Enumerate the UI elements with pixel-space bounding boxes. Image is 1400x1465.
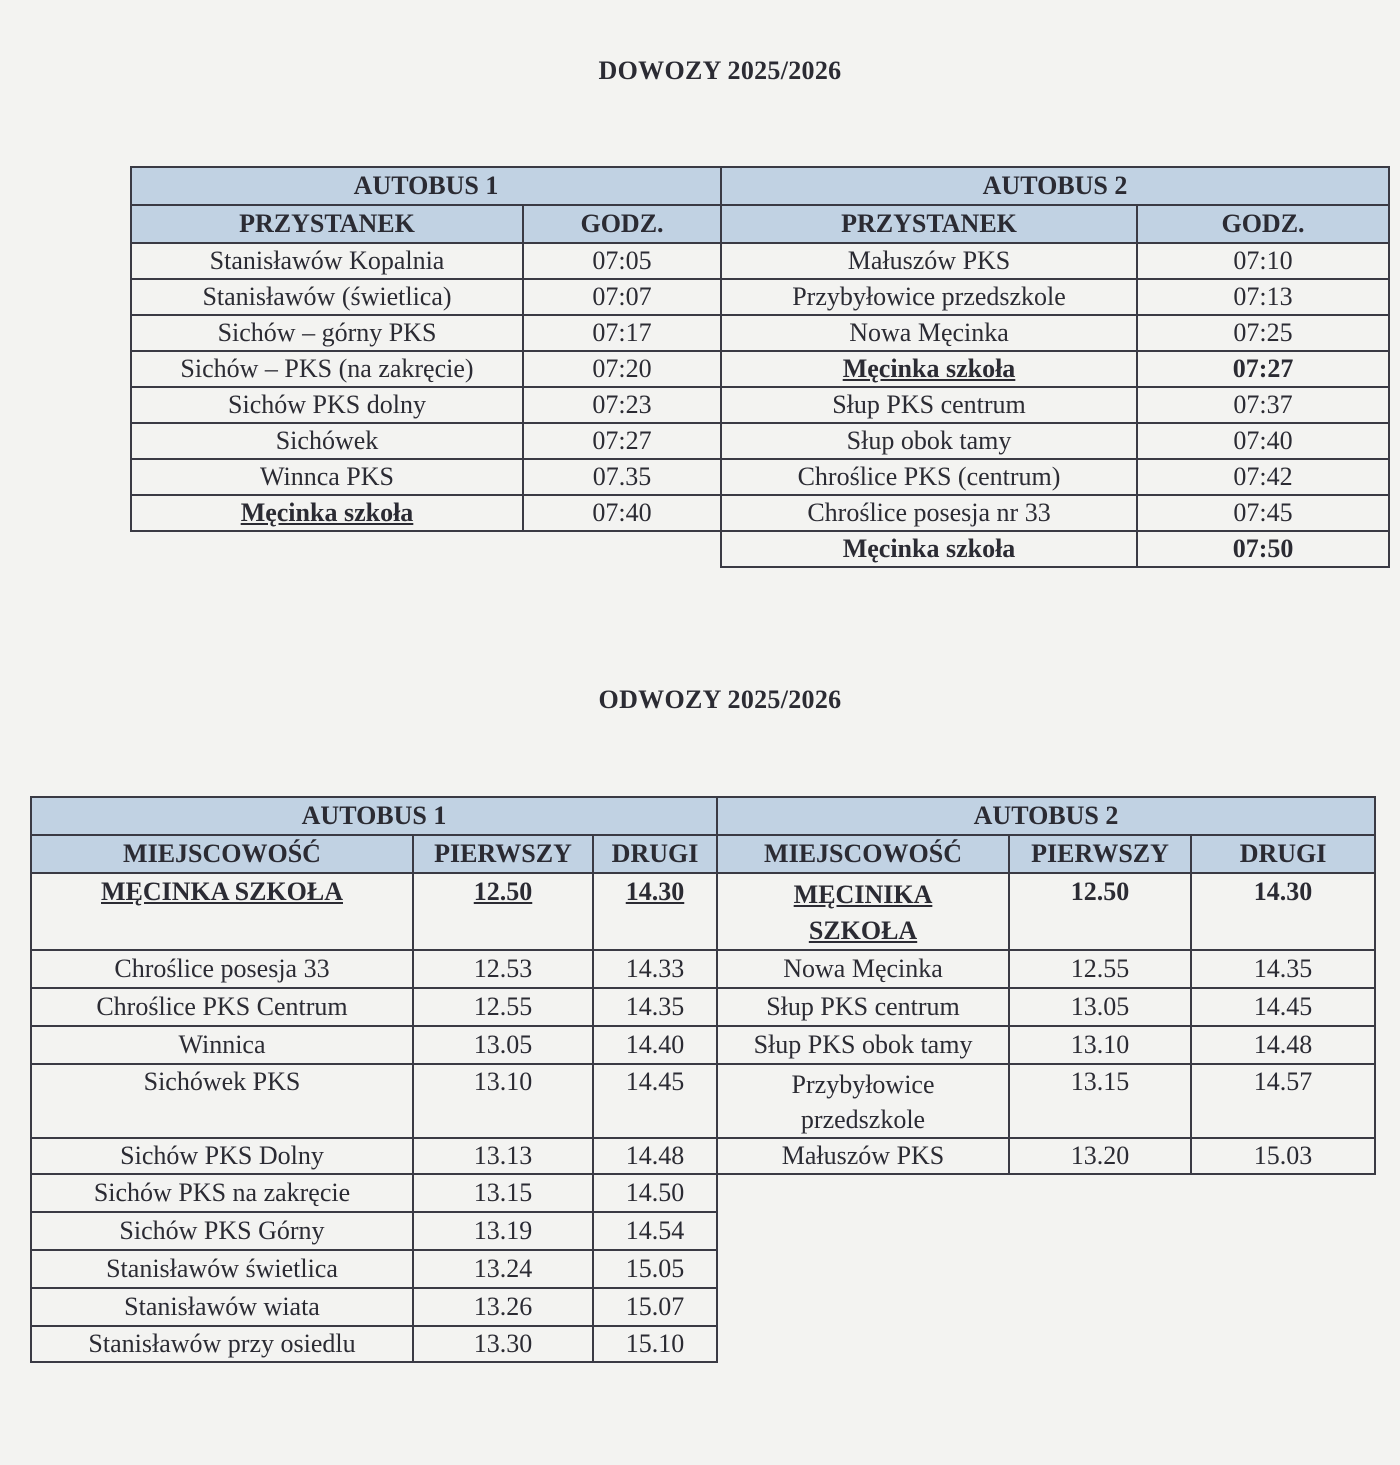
- stop-cell: Małuszów PKS: [721, 243, 1137, 279]
- time-cell: 07:17: [523, 315, 721, 351]
- odwozy-bus1-header-second: DRUGI: [593, 835, 717, 873]
- time-cell-school: 07:50: [1137, 531, 1389, 567]
- time-cell-first: 12.55: [1009, 950, 1191, 988]
- time-cell-first: 13.24: [413, 1250, 593, 1288]
- odwozy-bus2-header-place: MIEJSCOWOŚĆ: [717, 835, 1009, 873]
- time-cell-second: 14.48: [1191, 1026, 1375, 1064]
- stop-cell: Słup obok tamy: [721, 423, 1137, 459]
- stop-cell: Winnca PKS: [131, 459, 523, 495]
- dowozy-title: DOWOZY 2025/2026: [598, 56, 842, 85]
- table-row: [131, 243, 1389, 279]
- place-cell: Stanisławów przy osiedlu: [31, 1326, 413, 1362]
- odwozy-bus2-header-second: DRUGI: [1191, 835, 1375, 873]
- stop-cell: Sichów – górny PKS: [131, 315, 523, 351]
- table-row: [31, 1026, 1375, 1064]
- stop-cell: Stanisławów (świetlica): [131, 279, 523, 315]
- stop-cell: Chroślice posesja nr 33: [721, 495, 1137, 531]
- empty-cell: [717, 1288, 1375, 1326]
- odwozy-title: ODWOZY 2025/2026: [598, 685, 842, 714]
- time-cell-second: 14.33: [593, 950, 717, 988]
- stop-cell: Chroślice PKS (centrum): [721, 459, 1137, 495]
- time-cell: 07:37: [1137, 387, 1389, 423]
- time-cell: 07:40: [523, 495, 721, 531]
- time-cell: 07:07: [523, 279, 721, 315]
- time-cell: 07:25: [1137, 315, 1389, 351]
- stop-cell-school: Męcinka szkoła: [721, 351, 1137, 387]
- time-cell: 07.35: [523, 459, 721, 495]
- time-cell-first: 13.13: [413, 1138, 593, 1174]
- dowozy-bus1-header-stop: PRZYSTANEK: [131, 205, 523, 243]
- odwozy-bus2-label: AUTOBUS 2: [717, 797, 1375, 835]
- time-cell-second: 14.30: [593, 873, 717, 950]
- table-row: [131, 531, 1389, 567]
- stop-cell: Sichów PKS dolny: [131, 387, 523, 423]
- time-cell-second: 14.45: [1191, 988, 1375, 1026]
- table-row: [131, 387, 1389, 423]
- time-cell: 07:42: [1137, 459, 1389, 495]
- place-cell-school: MĘCINIKA SZKOŁA: [717, 873, 1009, 950]
- time-cell-second: 14.45: [593, 1064, 717, 1138]
- odwozy-bus2-header-first: PIERWSZY: [1009, 835, 1191, 873]
- place-cell: Sichów PKS Dolny: [31, 1138, 413, 1174]
- table-row: [31, 1288, 1375, 1326]
- dowozy-bus2-label: AUTOBUS 2: [721, 167, 1389, 205]
- time-cell: 07:45: [1137, 495, 1389, 531]
- place-cell: Winnica: [31, 1026, 413, 1064]
- time-cell-first: 13.10: [1009, 1026, 1191, 1064]
- place-cell: Sichów PKS na zakręcie: [31, 1174, 413, 1212]
- time-cell-first: 12.50: [413, 873, 593, 950]
- stop-cell: Nowa Męcinka: [721, 315, 1137, 351]
- place-cell: Słup PKS obok tamy: [717, 1026, 1009, 1064]
- place-cell: Nowa Męcinka: [717, 950, 1009, 988]
- dowozy-table: [130, 166, 1390, 568]
- table-row: [31, 1212, 1375, 1250]
- time-cell-first: 13.05: [1009, 988, 1191, 1026]
- time-cell-first: 13.26: [413, 1288, 593, 1326]
- time-cell-second: 14.40: [593, 1026, 717, 1064]
- table-row: [31, 1250, 1375, 1288]
- place-cell: Chroślice PKS Centrum: [31, 988, 413, 1026]
- time-cell-second: 14.54: [593, 1212, 717, 1250]
- time-cell: 07:23: [523, 387, 721, 423]
- table-row: [131, 459, 1389, 495]
- time-cell-first: 13.10: [413, 1064, 593, 1138]
- dowozy-bus1-label: AUTOBUS 1: [131, 167, 721, 205]
- table-row: [131, 423, 1389, 459]
- dowozy-bus2-header-stop: PRZYSTANEK: [721, 205, 1137, 243]
- place-cell: Małuszów PKS: [717, 1138, 1009, 1174]
- table-row: [31, 1138, 1375, 1174]
- time-cell-second: 15.03: [1191, 1138, 1375, 1174]
- stop-cell: Sichówek: [131, 423, 523, 459]
- time-cell-school: 07:27: [1137, 351, 1389, 387]
- time-cell-second: 14.57: [1191, 1064, 1375, 1138]
- time-cell-first: 12.50: [1009, 873, 1191, 950]
- time-cell-first: 13.20: [1009, 1138, 1191, 1174]
- stop-cell-school: Męcinka szkoła: [131, 495, 523, 531]
- table-row: [31, 1174, 1375, 1212]
- empty-cell: [717, 1326, 1375, 1362]
- empty-cell: [717, 1250, 1375, 1288]
- dowozy-bus2-header-time: GODZ.: [1137, 205, 1389, 243]
- stop-cell: Przybyłowice przedszkole: [721, 279, 1137, 315]
- time-cell-second: 15.10: [593, 1326, 717, 1362]
- table-row: [31, 873, 1375, 950]
- time-cell-first: 12.53: [413, 950, 593, 988]
- place-cell: Sichówek PKS: [31, 1064, 413, 1138]
- time-cell: 07:10: [1137, 243, 1389, 279]
- time-cell-second: 15.07: [593, 1288, 717, 1326]
- odwozy-table: [30, 796, 1376, 1363]
- time-cell-first: 13.19: [413, 1212, 593, 1250]
- time-cell-second: 14.35: [1191, 950, 1375, 988]
- time-cell-second: 14.30: [1191, 873, 1375, 950]
- place-cell: Chroślice posesja 33: [31, 950, 413, 988]
- time-cell-second: 15.05: [593, 1250, 717, 1288]
- place-cell: Słup PKS centrum: [717, 988, 1009, 1026]
- stop-cell-school: Męcinka szkoła: [721, 531, 1137, 567]
- empty-cell: [131, 531, 721, 567]
- stop-cell: Sichów – PKS (na zakręcie): [131, 351, 523, 387]
- stop-cell: Stanisławów Kopalnia: [131, 243, 523, 279]
- time-cell-second: 14.35: [593, 988, 717, 1026]
- odwozy-bus1-label: AUTOBUS 1: [31, 797, 717, 835]
- time-cell: 07:13: [1137, 279, 1389, 315]
- place-cell: Sichów PKS Górny: [31, 1212, 413, 1250]
- table-row: [131, 315, 1389, 351]
- table-row: [31, 950, 1375, 988]
- odwozy-bus1-header-first: PIERWSZY: [413, 835, 593, 873]
- place-cell: Stanisławów świetlica: [31, 1250, 413, 1288]
- time-cell: 07:27: [523, 423, 721, 459]
- time-cell: 07:05: [523, 243, 721, 279]
- table-row: [131, 351, 1389, 387]
- place-cell: Przybyłowice przedszkole: [717, 1064, 1009, 1138]
- time-cell-second: 14.48: [593, 1138, 717, 1174]
- time-cell-first: 13.15: [413, 1174, 593, 1212]
- table-row: [31, 1064, 1375, 1138]
- empty-cell: [717, 1174, 1375, 1212]
- table-row: [31, 1326, 1375, 1362]
- time-cell-first: 12.55: [413, 988, 593, 1026]
- dowozy-bus1-header-time: GODZ.: [523, 205, 721, 243]
- stop-cell: Słup PKS centrum: [721, 387, 1137, 423]
- time-cell-first: 13.05: [413, 1026, 593, 1064]
- time-cell-first: 13.30: [413, 1326, 593, 1362]
- table-row: [131, 279, 1389, 315]
- place-cell: Stanisławów wiata: [31, 1288, 413, 1326]
- empty-cell: [717, 1212, 1375, 1250]
- time-cell: 07:20: [523, 351, 721, 387]
- odwozy-bus1-header-place: MIEJSCOWOŚĆ: [31, 835, 413, 873]
- table-row: [131, 495, 1389, 531]
- time-cell: 07:40: [1137, 423, 1389, 459]
- place-cell-school: MĘCINKA SZKOŁA: [31, 873, 413, 950]
- time-cell-second: 14.50: [593, 1174, 717, 1212]
- time-cell-first: 13.15: [1009, 1064, 1191, 1138]
- table-row: [31, 988, 1375, 1026]
